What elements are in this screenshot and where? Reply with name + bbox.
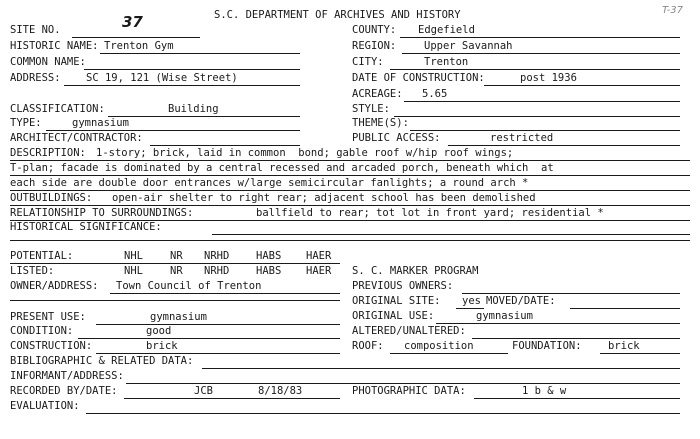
classification-label: CLASSIFICATION: xyxy=(10,103,105,115)
bibliographic-label: BIBLIOGRAPHIC & RELATED DATA: xyxy=(10,355,194,367)
evaluation-line xyxy=(86,413,680,414)
photographic-line xyxy=(474,398,680,399)
theme-line xyxy=(410,130,680,131)
description-line-3: each side are double door entrances w/large semicircular fanlights; a round arch * xyxy=(10,177,529,189)
roof-label: ROOF: xyxy=(352,340,384,352)
outbuildings-rule xyxy=(10,205,690,206)
present-use-line xyxy=(96,324,340,325)
listed-habs: HABS xyxy=(256,265,282,277)
address-line xyxy=(64,85,300,86)
informant-line xyxy=(126,383,680,384)
acreage-value: 5.65 xyxy=(422,88,448,100)
potential-haer: HAER xyxy=(306,250,332,262)
description-line-2: T-plan; facade is dominated by a central recessed and arcaded porch, beneath which at xyxy=(10,162,554,174)
listed-nhl: NHL xyxy=(124,265,143,277)
bibliographic-line xyxy=(202,368,680,369)
listed-haer: HAER xyxy=(306,265,332,277)
condition-line xyxy=(78,338,340,339)
moved-date-label: MOVED/DATE: xyxy=(486,295,556,307)
recorded-line xyxy=(124,398,340,399)
type-label: TYPE: xyxy=(10,117,42,129)
form-title: S.C. DEPARTMENT OF ARCHIVES AND HISTORY xyxy=(214,9,461,21)
city-label: CITY: xyxy=(352,56,384,68)
description-line-1: 1-story; brick, laid in common bond; gable roof w/hip roof wings; xyxy=(96,147,514,159)
original-site-label: ORIGINAL SITE: xyxy=(352,295,441,307)
relationship-label: RELATIONSHIP TO SURROUNDINGS: xyxy=(10,207,194,219)
listed-label: LISTED: xyxy=(10,265,55,277)
public-access-line xyxy=(448,145,680,146)
altered-label: ALTERED/UNALTERED: xyxy=(352,325,466,337)
recorded-label: RECORDED BY/DATE: xyxy=(10,385,118,397)
owner-label: OWNER/ADDRESS: xyxy=(10,280,99,292)
condition-value: good xyxy=(146,325,172,337)
relationship-value: ballfield to rear; tot lot in front yard; residential * xyxy=(256,207,604,219)
original-site-line xyxy=(456,308,484,309)
outbuildings-value: open-air shelter to right rear; adjacent school has been demolished xyxy=(112,192,536,204)
previous-owners-label: PREVIOUS OWNERS: xyxy=(352,280,454,292)
present-use-label: PRESENT USE: xyxy=(10,311,86,323)
county-line xyxy=(400,37,680,38)
outbuildings-label: OUTBUILDINGS: xyxy=(10,192,93,204)
owner-line xyxy=(110,293,340,294)
type-line xyxy=(46,130,300,131)
altered-line xyxy=(472,338,680,339)
style-label: STYLE: xyxy=(352,103,390,115)
type-value: gymnasium xyxy=(72,117,129,129)
site-line xyxy=(72,37,200,38)
listed-nr: NR xyxy=(170,265,183,277)
region-value: Upper Savannah xyxy=(424,40,513,52)
potential-rule xyxy=(10,263,340,264)
previous-owners-line xyxy=(462,293,680,294)
county-label: COUNTY: xyxy=(352,24,397,36)
original-use-label: ORIGINAL USE: xyxy=(352,310,435,322)
moved-date-line xyxy=(570,308,680,309)
acreage-line xyxy=(404,101,680,102)
description-rule-3 xyxy=(10,190,690,191)
construction-label: CONSTRUCTION: xyxy=(10,340,93,352)
potential-label: POTENTIAL: xyxy=(10,250,74,262)
acreage-label: ACREAGE: xyxy=(352,88,403,100)
corner-note: T-37 xyxy=(662,5,684,16)
city-value: Trenton xyxy=(424,56,469,68)
site-label: SITE NO. xyxy=(10,24,61,36)
city-line xyxy=(390,69,680,70)
historic-name-line xyxy=(100,53,300,54)
construction-value: brick xyxy=(146,340,178,352)
common-name-line xyxy=(84,69,300,70)
description-rule-2 xyxy=(10,175,690,176)
roof-value: composition xyxy=(404,340,474,352)
recorded-by-value: JCB xyxy=(194,385,213,397)
owner-value: Town Council of Trenton xyxy=(116,280,262,292)
foundation-line xyxy=(600,353,680,354)
address-value: SC 19, 121 (Wise Street) xyxy=(86,72,238,84)
owner-rule-2 xyxy=(10,300,340,301)
original-use-value: gymnasium xyxy=(476,310,533,322)
present-use-value: gymnasium xyxy=(150,311,207,323)
photographic-value: 1 b & w xyxy=(522,385,567,397)
informant-label: INFORMANT/ADDRESS: xyxy=(10,370,124,382)
historic-name-value: Trenton Gym xyxy=(104,40,174,52)
date-construction-label: DATE OF CONSTRUCTION: xyxy=(352,72,485,84)
description-rule-1 xyxy=(10,160,690,161)
significance-rule-2 xyxy=(10,240,690,241)
county-value: Edgefield xyxy=(418,24,475,36)
theme-label: THEME(S): xyxy=(352,117,409,129)
evaluation-label: EVALUATION: xyxy=(10,400,80,412)
public-access-label: PUBLIC ACCESS: xyxy=(352,132,441,144)
region-line xyxy=(402,53,680,54)
architect-label: ARCHITECT/CONTRACTOR: xyxy=(10,132,143,144)
common-name-label: COMMON NAME: xyxy=(10,56,86,68)
photographic-label: PHOTOGRAPHIC DATA: xyxy=(352,385,466,397)
significance-label: HISTORICAL SIGNIFICANCE: xyxy=(10,221,162,233)
site-value: 37 xyxy=(122,13,143,31)
recorded-date-value: 8/18/83 xyxy=(258,385,303,397)
original-site-value: yes xyxy=(462,295,481,307)
condition-label: CONDITION: xyxy=(10,325,74,337)
classification-value: Building xyxy=(168,103,219,115)
date-construction-line xyxy=(484,85,680,86)
construction-line xyxy=(96,353,340,354)
public-access-value: restricted xyxy=(490,132,554,144)
historic-name-label: HISTORIC NAME: xyxy=(10,40,99,52)
listed-nrhd: NRHD xyxy=(204,265,230,277)
significance-rule-1 xyxy=(212,234,690,235)
marker-program-label: S. C. MARKER PROGRAM xyxy=(352,265,479,277)
classification-line xyxy=(108,116,300,117)
date-construction-value: post 1936 xyxy=(520,72,577,84)
style-line xyxy=(394,116,680,117)
potential-nrhd: NRHD xyxy=(204,250,230,262)
roof-line xyxy=(390,353,508,354)
foundation-value: brick xyxy=(608,340,640,352)
description-label: DESCRIPTION: xyxy=(10,147,86,159)
architect-line xyxy=(150,145,300,146)
address-label: ADDRESS: xyxy=(10,72,61,84)
region-label: REGION: xyxy=(352,40,397,52)
potential-nhl: NHL xyxy=(124,250,143,262)
potential-habs: HABS xyxy=(256,250,282,262)
foundation-label: FOUNDATION: xyxy=(512,340,582,352)
potential-nr: NR xyxy=(170,250,183,262)
original-use-line xyxy=(436,323,680,324)
